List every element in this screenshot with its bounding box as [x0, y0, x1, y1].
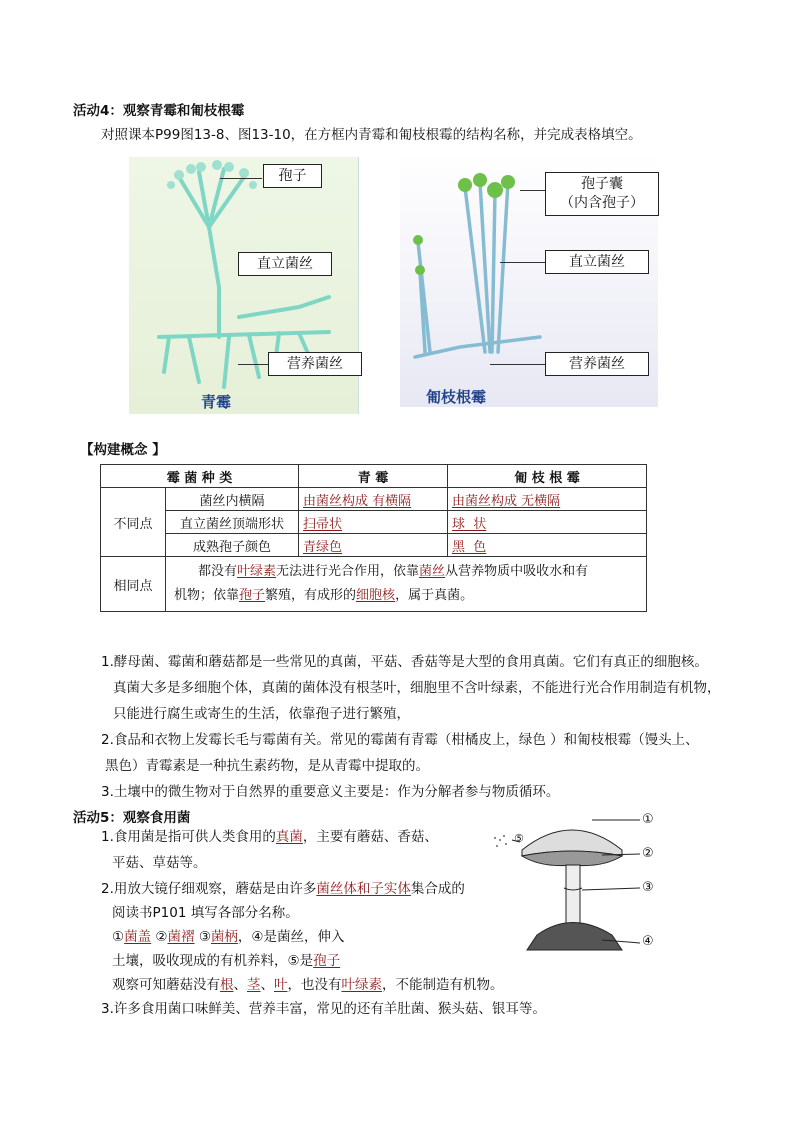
a5-line: 2.用放大镜仔细观察，蘑菇是由许多菌丝体和子实体集合成的 — [101, 881, 465, 897]
note-line: 只能进行腐生或寄生的生活，依靠孢子进行繁殖， — [113, 706, 410, 722]
notes — [101, 651, 721, 803]
feature-cell: 成熟孢子颜色 — [166, 534, 299, 557]
table-row — [101, 557, 647, 612]
same-label: 相同点 — [101, 557, 166, 612]
answer-cell: 扫帚状 — [299, 511, 448, 534]
label-nutrient-hyphae: 营养菌丝 — [268, 352, 362, 376]
concept-table — [100, 464, 647, 612]
feature-cell: 直立菌丝顶端形状 — [166, 511, 299, 534]
a5-line: 1.食用菌是指可供人类食用的真菌，主要有蘑菇、香菇、 — [101, 829, 438, 845]
pointer-line — [520, 190, 545, 191]
activity5-title: 活动5：观察食用菌 — [73, 810, 191, 826]
activity4-title: 活动4：观察青霉和匍枝根霉 — [73, 103, 245, 119]
note-line: 3.土壤中的微生物对于自然界的重要意义主要是：作为分解者参与物质循环。 — [101, 784, 560, 800]
note-line: 1.酵母菌、霉菌和蘑菇都是一些常见的真菌，平菇、香菇等是大型的食用真菌。它们有真正的细胞核。 — [101, 654, 708, 670]
penicillium-caption: 青霉 — [201, 393, 232, 411]
label-spore: 孢子 — [263, 164, 322, 188]
a5-line: 阅读书P101 填写各部分名称。 — [112, 905, 299, 921]
answer-cell: 青绿色 — [299, 534, 448, 557]
mushroom-label-5: ⑤ — [514, 832, 524, 845]
label-nutrient-hyphae-r: 营养菌丝 — [545, 352, 649, 376]
mushroom-label-3: ③ — [642, 880, 654, 895]
answer-cell: 黑 色 — [448, 534, 647, 557]
a5-line: ①菌盖 ②菌褶 ③菌柄，④是菌丝，伸入 — [112, 929, 345, 945]
label-erect-hyphae: 直立菌丝 — [238, 252, 332, 276]
table-row — [101, 534, 647, 557]
a5-line: 3.许多食用菌口味鲜美、营养丰富，常见的还有羊肚菌、猴头菇、银耳等。 — [101, 1001, 546, 1017]
mushroom-label-2: ② — [642, 846, 654, 861]
mushroom-figure — [492, 810, 662, 960]
a5-line: 土壤，吸收现成的有机养料，⑤是孢子 — [112, 953, 341, 969]
pointer-line — [220, 178, 262, 179]
header-genmei: 匍 枝 根 霉 — [448, 465, 647, 488]
table-header — [101, 465, 647, 488]
a5-line: 观察可知蘑菇没有根、茎、叶，也没有叶绿素，不能制造有机物。 — [112, 977, 504, 993]
label-erect-hyphae-r: 直立菌丝 — [545, 250, 649, 274]
concept-heading: 【构建概念 】 — [80, 442, 166, 458]
mushroom-label-1: ① — [642, 812, 654, 827]
table-row — [101, 488, 647, 511]
header-qingmei: 青 霉 — [299, 465, 448, 488]
label-sporangium: 孢子囊 （内含孢子） — [545, 172, 659, 216]
mushroom-label-4: ④ — [642, 934, 654, 949]
pointer-line — [490, 364, 545, 365]
header-type: 霉 菌 种 类 — [101, 465, 299, 488]
answer-cell: 球 状 — [448, 511, 647, 534]
feature-cell: 菌丝内横隔 — [166, 488, 299, 511]
note-line: 黑色）青霉素是一种抗生素药物，是从青霉中提取的。 — [105, 758, 429, 774]
note-line: 2.食品和衣物上发霉长毛与霉菌有关。常见的霉菌有青霉（柑橘皮上，绿色 ）和匍枝根霉（馒头上、 — [101, 732, 699, 748]
diff-label: 不同点 — [101, 488, 166, 557]
table-row — [101, 511, 647, 534]
activity4-instruction: 对照课本P99图13-8、图13-10，在方框内青霉和匍枝根霉的结构名称，并完成表格填空。 — [101, 127, 642, 143]
answer-cell: 由菌丝构成 有横隔 — [299, 488, 448, 511]
pointer-line — [238, 364, 268, 365]
a5-line: 平菇、草菇等。 — [112, 855, 207, 871]
rhizopus-caption: 匍枝根霉 — [426, 388, 487, 406]
pointer-line — [500, 262, 545, 263]
same-cell: 都没有叶绿素无法进行光合作用，依靠菌丝从营养物质中吸收水和有 机物；依靠孢子繁殖，有成形的细胞核，属于真菌。 — [166, 557, 647, 612]
note-line: 真菌大多是多细胞个体，真菌的菌体没有根茎叶，细胞里不含叶绿素，不能进行光合作用制造有机物， — [113, 680, 721, 696]
answer-cell: 由菌丝构成 无横隔 — [448, 488, 647, 511]
